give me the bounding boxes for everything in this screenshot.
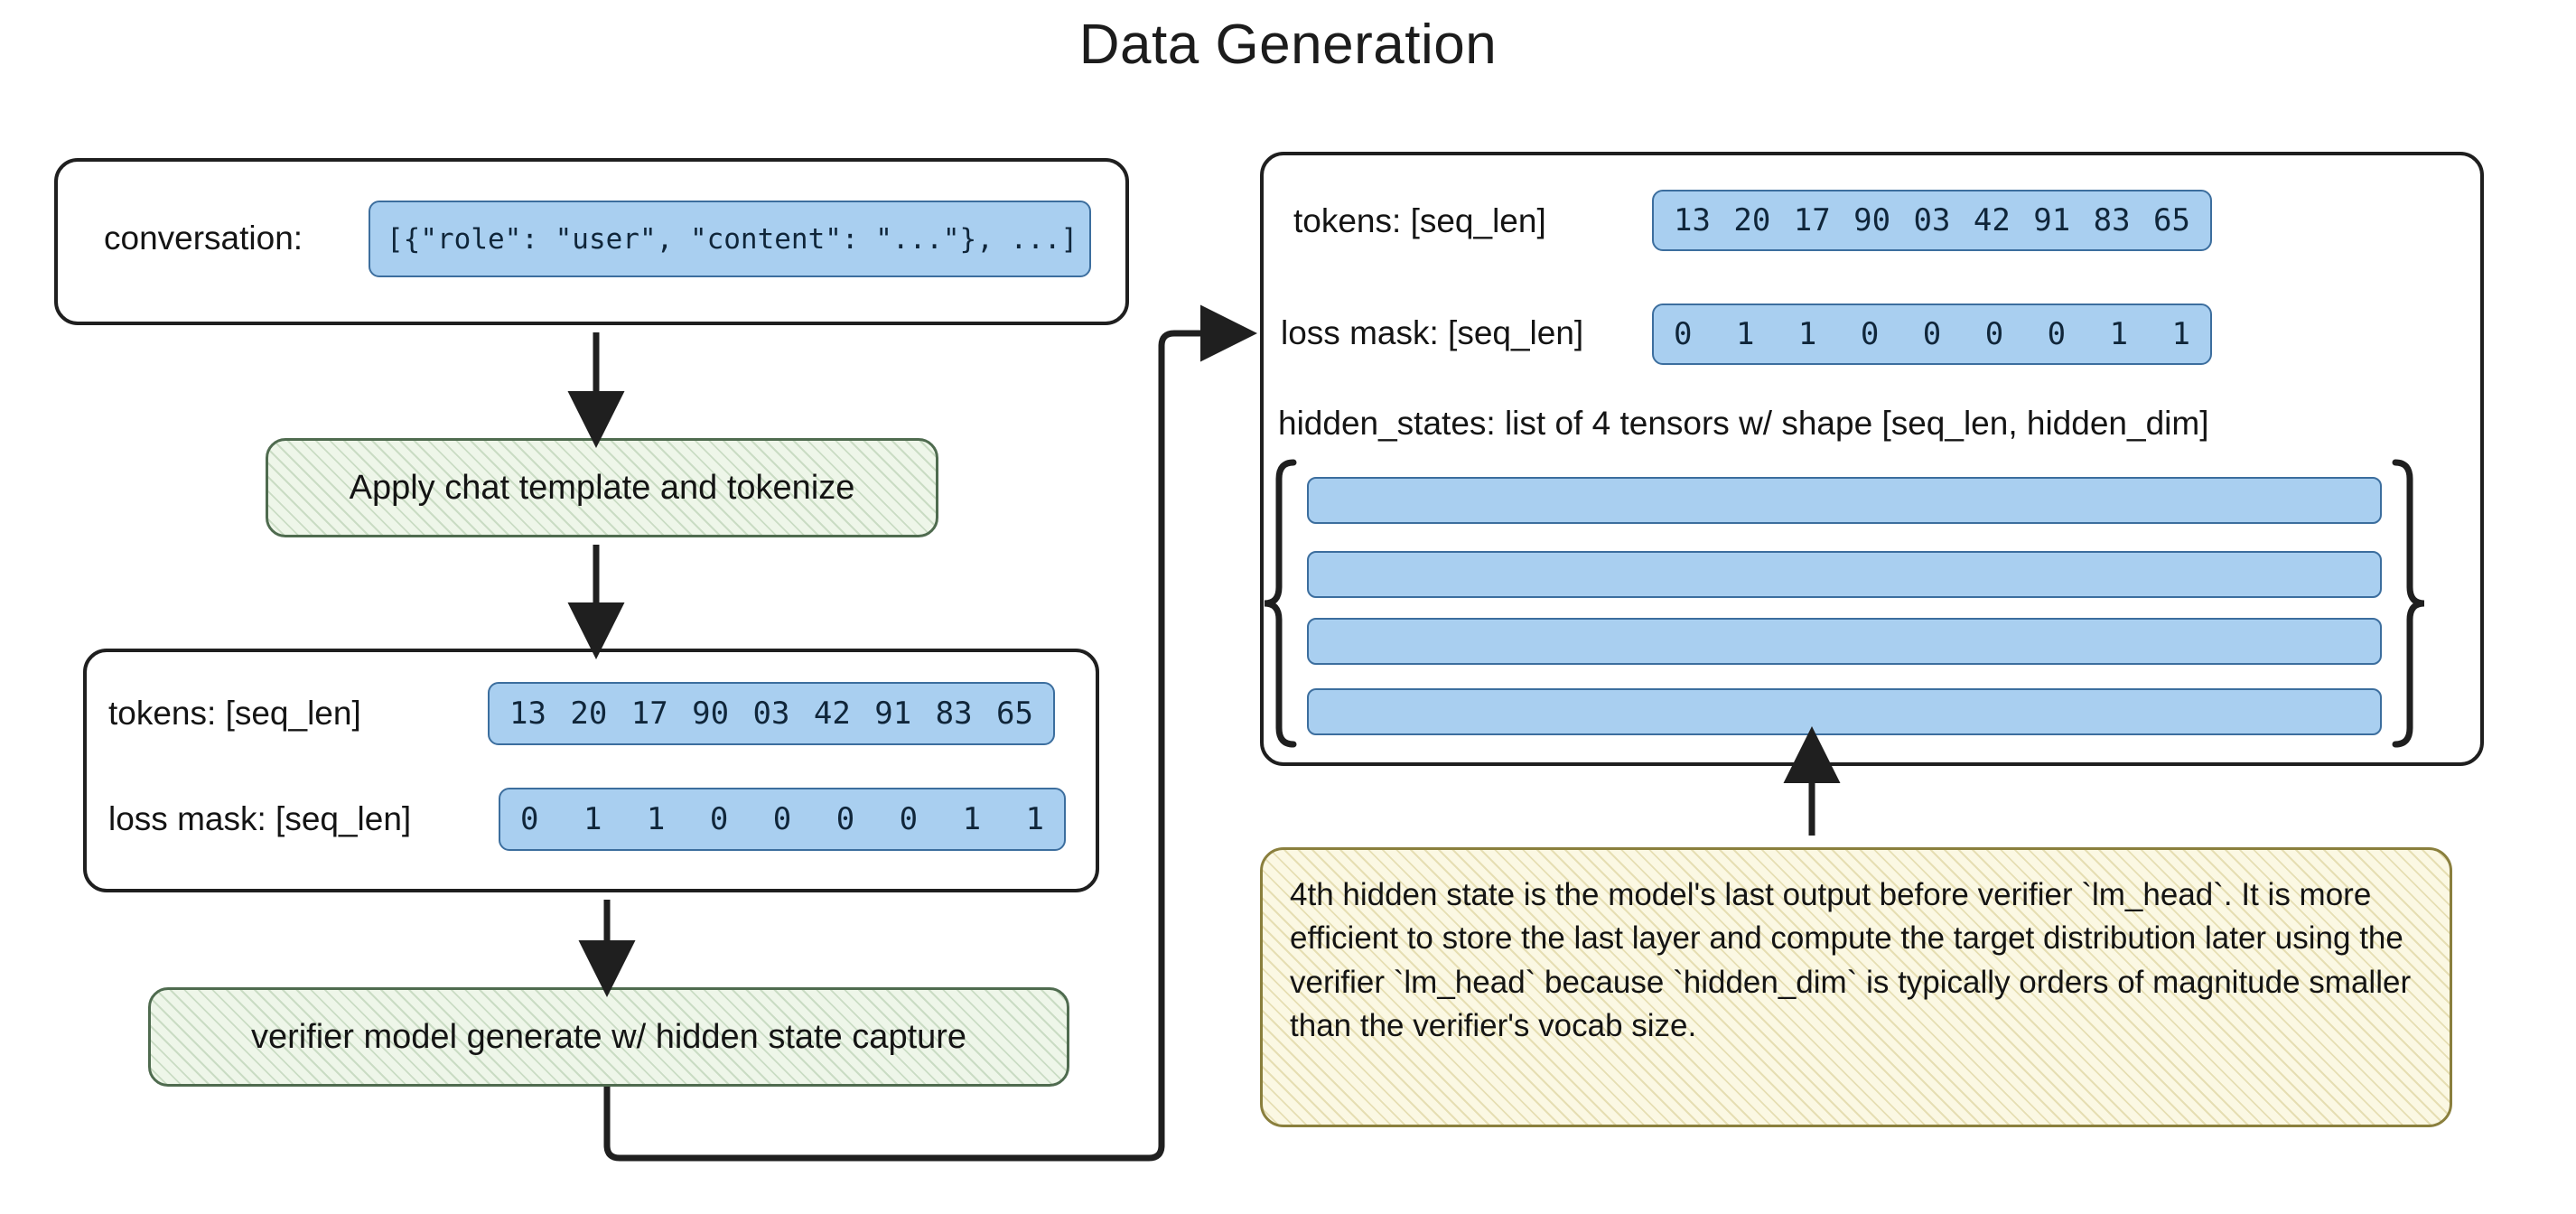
page-title: Data Generation: [1078, 14, 1498, 76]
left-loss-mask-values: [499, 788, 1066, 851]
token-cell: 20: [570, 696, 608, 732]
token-cell: 90: [1853, 202, 1891, 238]
token-cell: 65: [2153, 202, 2190, 238]
hidden-states-label: hidden_states: list of 4 tensors w/ shape [seq_len, hidden_dim]: [1278, 405, 2209, 442]
token-cell: 17: [630, 696, 668, 732]
hidden-state-tensor: [1307, 477, 2382, 524]
token-cell: 83: [935, 696, 973, 732]
hidden-state-tensor: [1307, 551, 2382, 598]
hidden-state-tensor: [1307, 618, 2382, 665]
mask-cell: 1: [1797, 316, 1817, 352]
right-loss-mask-values: [1652, 304, 2212, 365]
token-cell: 13: [1674, 202, 1711, 238]
hidden-state-note: 4th hidden state is the model's last output before verifier `lm_head`. It is more efficient to store the last layer and compute the target distribution later using the verifier `lm_head` because `hidden_dim` is typically orders of magnitude smaller than the verifier's vocab size.: [1260, 847, 2452, 1127]
mask-cell: 0: [1674, 316, 1693, 352]
apply-chat-template-step: Apply chat template and tokenize: [266, 438, 938, 537]
token-cell: 13: [509, 696, 546, 732]
mask-cell: 1: [646, 801, 666, 837]
mask-cell: 0: [1860, 316, 1880, 352]
mask-cell: 1: [1735, 316, 1755, 352]
token-cell: 65: [996, 696, 1033, 732]
mask-cell: 0: [1922, 316, 1942, 352]
token-cell: 03: [1913, 202, 1951, 238]
token-cell: 90: [692, 696, 730, 732]
right-tokens-label: tokens: [seq_len]: [1293, 202, 1546, 239]
token-cell: 91: [2033, 202, 2071, 238]
mask-cell: 0: [520, 801, 539, 837]
mask-cell: 1: [1025, 801, 1044, 837]
right-tokens-values: [1652, 190, 2212, 251]
right-loss-mask-label: loss mask: [seq_len]: [1281, 314, 1584, 351]
token-cell: 42: [813, 696, 851, 732]
token-cell: 20: [1733, 202, 1771, 238]
left-loss-mask-label: loss mask: [seq_len]: [108, 800, 412, 837]
token-cell: 03: [752, 696, 790, 732]
mask-cell: 1: [583, 801, 602, 837]
token-cell: 17: [1793, 202, 1831, 238]
hidden-state-tensor: [1307, 688, 2382, 735]
mask-cell: 0: [1984, 316, 2004, 352]
mask-cell: 1: [2171, 316, 2190, 352]
mask-cell: 0: [899, 801, 919, 837]
mask-cell: 0: [772, 801, 792, 837]
conversation-value: [{"role": "user", "content": "..."}, ...]: [369, 201, 1091, 277]
left-tokens-label: tokens: [seq_len]: [108, 695, 361, 732]
mask-cell: 0: [835, 801, 855, 837]
mask-cell: 0: [709, 801, 729, 837]
token-cell: 91: [874, 696, 912, 732]
verifier-generate-step: verifier model generate w/ hidden state capture: [148, 987, 1069, 1087]
left-tokens-values: [488, 682, 1055, 745]
mask-cell: 1: [2109, 316, 2129, 352]
token-cell: 42: [1973, 202, 2011, 238]
mask-cell: 0: [2047, 316, 2067, 352]
conversation-label: conversation:: [104, 219, 303, 257]
mask-cell: 1: [962, 801, 982, 837]
token-cell: 83: [2093, 202, 2131, 238]
